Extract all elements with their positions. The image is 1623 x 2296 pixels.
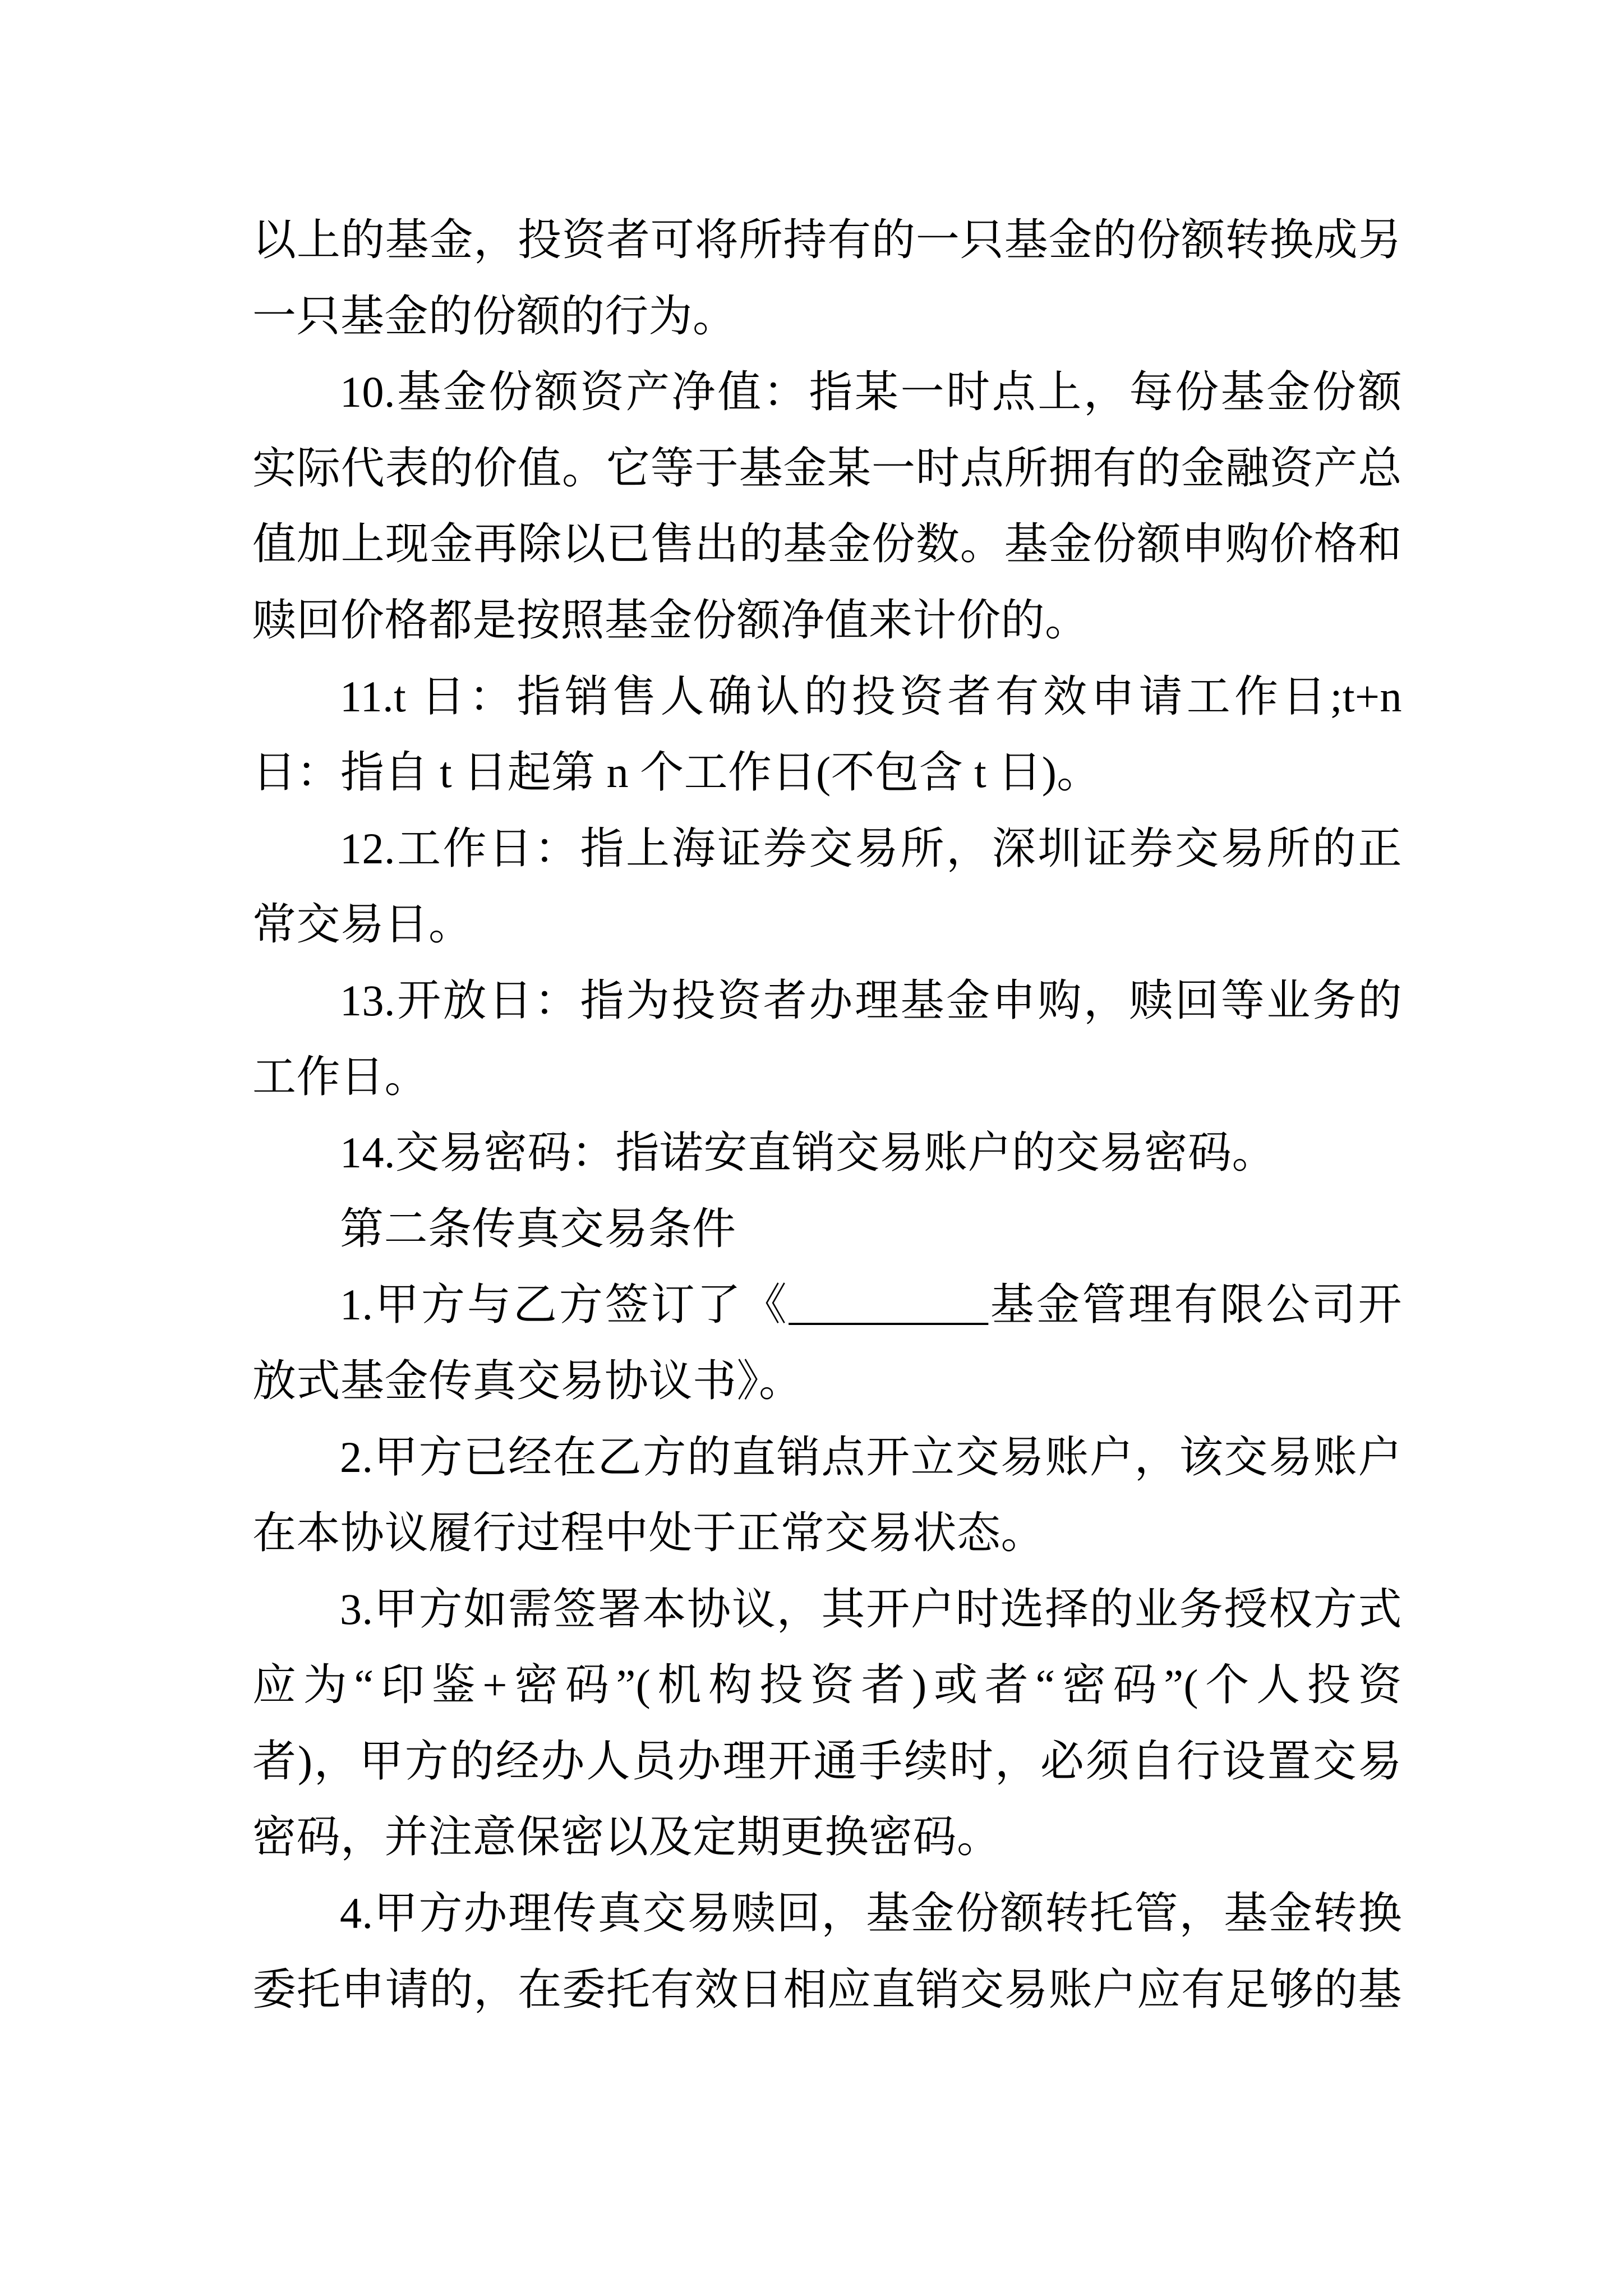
- text-line: 一只基金的份额的行为。: [252, 291, 737, 341]
- text-line: 第二条传真交易条件: [340, 1204, 736, 1253]
- text-line: 12.工作日：指上海证券交易所，深圳证券交易所的正: [340, 823, 1402, 873]
- text-line: 值加上现金再除以已售出的基金份数。基金份额申购价格和: [252, 519, 1402, 569]
- text-line: 赎回价格都是按照基金份额净值来计价的。: [252, 595, 1089, 645]
- text-line: 工作日。: [252, 1052, 429, 1101]
- text-line: 应为“印鉴+密码”(机构投资者)或者“密码”(个人投资: [252, 1660, 1402, 1710]
- text-line: 以上的基金，投资者可将所持有的一只基金的份额转换成另: [252, 215, 1402, 264]
- contract-text-block: [252, 202, 1402, 2027]
- text-line: 13.开放日：指为投资者办理基金申购，赎回等业务的: [340, 976, 1402, 1025]
- text-line: 4.甲方办理传真交易赎回，基金份额转托管，基金转换: [340, 1889, 1402, 1938]
- text-line: 放式基金传真交易协议书》。: [252, 1356, 803, 1405]
- text-line: 1.甲方与乙方签订了《_________基金管理有限公司开: [340, 1280, 1402, 1329]
- text-line: 14.交易密码：指诺安直销交易账户的交易密码。: [340, 1128, 1276, 1177]
- text-line: 委托申请的，在委托有效日相应直销交易账户应有足够的基: [252, 1964, 1402, 2014]
- text-line: 2.甲方已经在乙方的直销点开立交易账户，该交易账户: [340, 1432, 1402, 1481]
- text-line: 密码，并注意保密以及定期更换密码。: [252, 1812, 1001, 1862]
- text-line: 日：指自 t 日起第 n 个工作日(不包含 t 日)。: [252, 748, 1101, 797]
- text-line: 11.t 日：指销售人确认的投资者有效申请工作日;t+n: [340, 671, 1402, 721]
- text-line: 3.甲方如需签署本协议，其开户时选择的业务授权方式: [340, 1584, 1402, 1634]
- text-line: 者)，甲方的经办人员办理开通手续时，必须自行设置交易: [252, 1736, 1402, 1786]
- text-line: 10.基金份额资产净值：指某一时点上，每份基金份额: [340, 367, 1402, 417]
- text-line: 在本协议履行过程中处于正常交易状态。: [252, 1508, 1045, 1558]
- text-line: 实际代表的价值。它等于基金某一时点所拥有的金融资产总: [252, 443, 1402, 493]
- text-line: 常交易日。: [252, 900, 473, 949]
